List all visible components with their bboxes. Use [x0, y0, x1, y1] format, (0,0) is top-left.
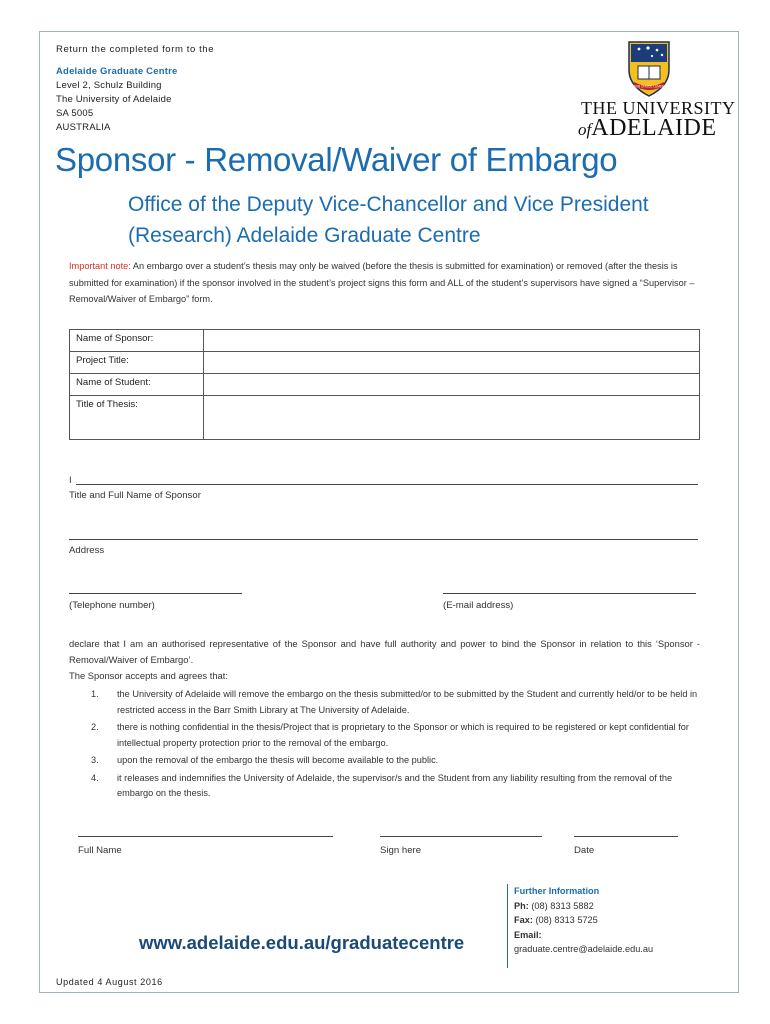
sponsor-name-caption: Title and Full Name of Sponsor	[69, 490, 201, 501]
project-title-field[interactable]	[204, 352, 700, 374]
fax-value: (08) 8313 5725	[532, 915, 598, 925]
i-prefix: I	[69, 475, 72, 486]
student-name-label: Name of Student:	[70, 374, 204, 396]
important-note-text: An embargo over a student’s thesis may only be waived (before the thesis is submitted for examination) or removed (after the thesis is submitted for examination) if the sponsor involved in the student’s project signs this form and ALL of the student’s supervisors have signed a “Supervisor – Removal/Waiver of Embargo” form.	[69, 261, 695, 304]
page-subtitle: Office of the Deputy Vice-Chancellor and Vice President (Research) Adelaide Graduate Centre	[128, 193, 649, 247]
date-line[interactable]	[574, 836, 678, 837]
term-number: 1.	[91, 689, 99, 699]
fax-row	[508, 913, 688, 928]
term-text: there is nothing confidential in the thesis/Project that is proprietary to the Sponsor or which is required to be registered or kept confidential for intellectual property protection prior to the removal of the embargo.	[117, 722, 689, 748]
important-note	[69, 258, 709, 308]
table-row	[70, 352, 700, 374]
motto-text: SUB CRUCE LUMEN	[633, 84, 665, 89]
list-item	[69, 720, 700, 751]
address-caption: Address	[69, 545, 105, 556]
sponsor-name-label: Name of Sponsor:	[70, 330, 204, 352]
return-address	[56, 65, 177, 135]
email-caption: (E-mail address)	[443, 600, 514, 611]
thesis-title-field[interactable]	[204, 396, 700, 440]
full-name-caption: Full Name	[78, 845, 122, 856]
project-title-label: Project Title:	[70, 352, 204, 374]
terms-list	[69, 687, 700, 804]
date-caption: Date	[574, 845, 595, 856]
student-name-field[interactable]	[204, 374, 700, 396]
address-line: SA 5005	[56, 108, 94, 119]
declaration-text: declare that I am an authorised representative of the Sponsor and have full authority and power to bind the Sponsor in relation to this ‘Sponsor - Removal/Waiver of Embargo’.	[69, 638, 700, 665]
return-instruction: Return the completed form to the	[56, 44, 215, 55]
logo-adelaide-word: ADELAIDE	[591, 115, 717, 141]
full-name-line[interactable]	[78, 836, 333, 837]
university-logo	[576, 40, 736, 141]
sponsor-name-line[interactable]	[76, 484, 698, 485]
table-row	[70, 374, 700, 396]
signature-line[interactable]	[380, 836, 542, 837]
list-item	[69, 771, 700, 802]
table-row	[70, 396, 700, 440]
phone-value: (08) 8313 5882	[528, 900, 594, 911]
term-text: upon the removal of the embargo the thesis will become available to the public.	[117, 755, 439, 765]
details-table	[69, 329, 700, 440]
logo-university-text: THE UNIVERSITY	[581, 98, 736, 118]
address-line: Level 2, Schulz Building	[56, 80, 162, 91]
term-text: it releases and indemnifies the University of Adelaide, the supervisor/s and the Student from any liability resulting from the removal of the embargo on the thesis.	[117, 772, 673, 798]
table-row	[70, 330, 700, 352]
term-number: 2.	[91, 722, 99, 732]
further-info-heading: Further Information	[514, 886, 600, 896]
term-number: 3.	[91, 755, 99, 765]
telephone-line[interactable]	[69, 593, 242, 594]
page-title: Sponsor - Removal/Waiver of Embargo	[55, 141, 618, 178]
further-information	[508, 884, 688, 957]
email-line[interactable]	[443, 593, 696, 594]
crest-icon	[626, 40, 672, 98]
fax-label: Fax:	[514, 915, 533, 925]
phone-row	[508, 899, 688, 914]
list-item	[69, 753, 700, 769]
email-row	[508, 928, 688, 943]
term-number: 4.	[91, 772, 99, 783]
telephone-caption: (Telephone number)	[69, 600, 155, 611]
accepts-text: The Sponsor accepts and agrees that:	[69, 670, 228, 681]
website-link[interactable]: www.adelaide.edu.au/graduatecentre	[139, 932, 465, 953]
sign-here-caption: Sign here	[380, 845, 422, 856]
centre-name: Adelaide Graduate Centre	[56, 66, 178, 77]
address-line: The University of Adelaide	[56, 94, 172, 105]
address-line: AUSTRALIA	[56, 122, 111, 133]
thesis-title-label: Title of Thesis:	[70, 396, 204, 440]
logo-of-text: of	[578, 120, 592, 139]
important-note-label: Important note:	[69, 261, 131, 271]
email-label: Email:	[514, 929, 542, 940]
sponsor-name-field[interactable]	[204, 330, 700, 352]
list-item	[69, 687, 700, 718]
logo-adelaide-text	[578, 115, 717, 142]
email-link[interactable]: graduate.centre@adelaide.edu.au	[514, 944, 654, 954]
updated-date: Updated 4 August 2016	[56, 977, 163, 987]
phone-label: Ph:	[514, 900, 529, 911]
term-text: the University of Adelaide will remove the embargo on the thesis submitted/or to be submitted by the Student and currently held/or to be held in restricted access in the Barr Smith Library at The University of Adelaide.	[117, 689, 698, 715]
address-line-field[interactable]	[69, 539, 698, 540]
